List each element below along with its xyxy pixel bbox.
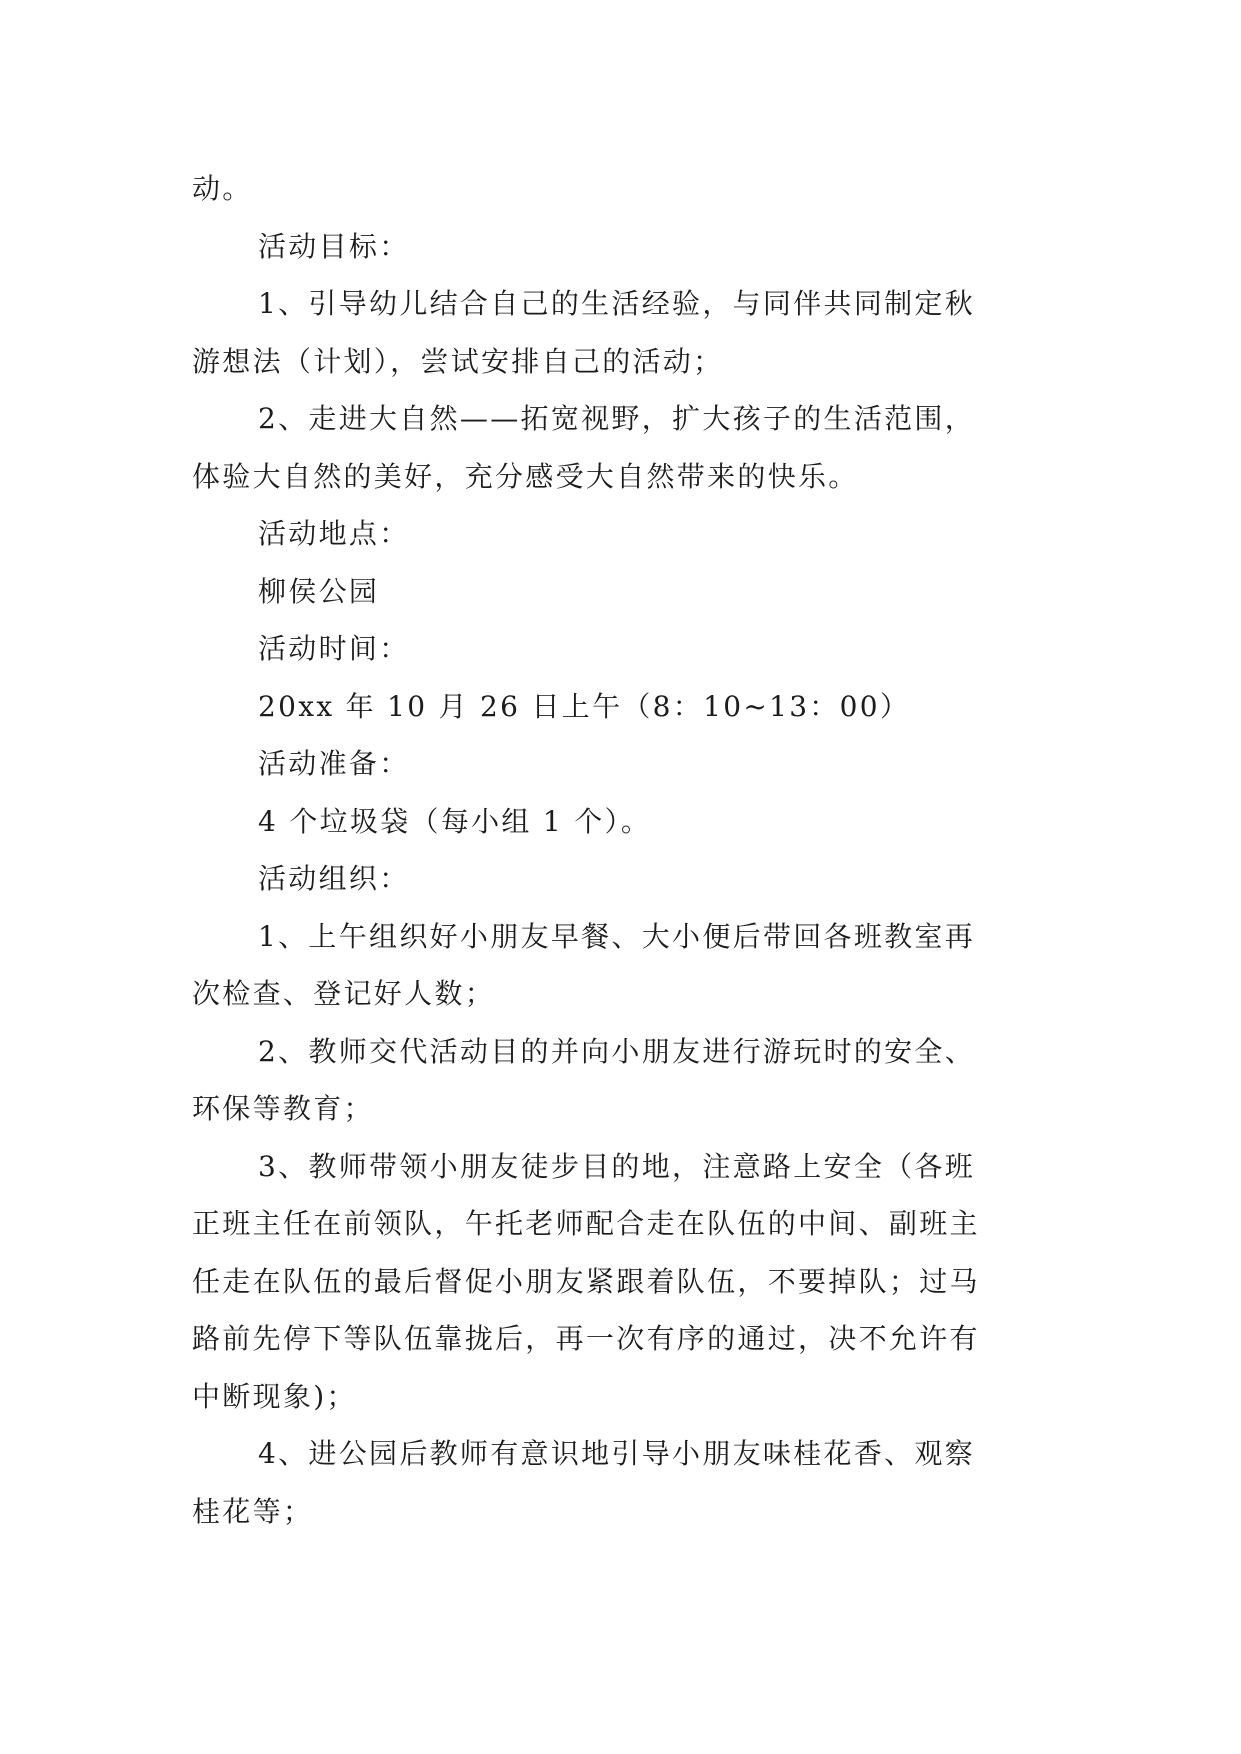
text-line: 活动地点： [258, 517, 410, 550]
text-line: 游想法（计划），尝试安排自己的活动； [192, 344, 724, 378]
text-line: 任走在队伍的最后督促小朋友紧跟着队伍，不要掉队；过马 [192, 1264, 980, 1298]
text-line: 中断现象)； [192, 1379, 357, 1413]
text-line: 正班主任在前领队，午托老师配合走在队伍的中间、副班主 [192, 1207, 980, 1240]
text-line: 2、走进大自然——拓宽视野，扩大孩子的生活范围， [258, 402, 976, 435]
text-line: 4 个垃圾袋（每小组 1 个）。 [258, 804, 652, 838]
text-line: 1、引导幼儿结合自己的生活经验，与同伴共同制定秋 [258, 287, 976, 320]
text-line: 活动准备： [258, 747, 410, 780]
text-line: 体验大自然的美好，充分感受大自然带来的快乐。 [192, 459, 859, 493]
text-line: 桂花等； [192, 1494, 314, 1528]
text-line: 2、教师交代活动目的并向小朋友进行游玩时的安全、 [258, 1034, 976, 1068]
text-line: 动。 [192, 172, 253, 205]
text-line: 活动目标： [258, 229, 410, 263]
text-line: 次检查、登记好人数； [192, 977, 496, 1010]
text-line: 环保等教育； [192, 1092, 374, 1125]
text-line: 1、上午组织好小朋友早餐、大小便后带回各班教室再 [258, 919, 976, 953]
text-line: 3、教师带领小朋友徒步目的地，注意路上安全（各班 [258, 1149, 976, 1183]
text-line: 活动时间： [258, 632, 410, 665]
text-line: 柳侯公园 [258, 574, 380, 608]
document-body [192, 160, 1052, 1540]
text-line: 活动组织： [258, 862, 410, 895]
text-line: 路前先停下等队伍靠拢后，再一次有序的通过，决不允许有 [192, 1322, 980, 1355]
text-line: 4、进公园后教师有意识地引导小朋友味桂花香、观察 [258, 1437, 976, 1470]
text-line: 20xx 年 10 月 26 日上午（8：10~13：00） [258, 689, 911, 723]
